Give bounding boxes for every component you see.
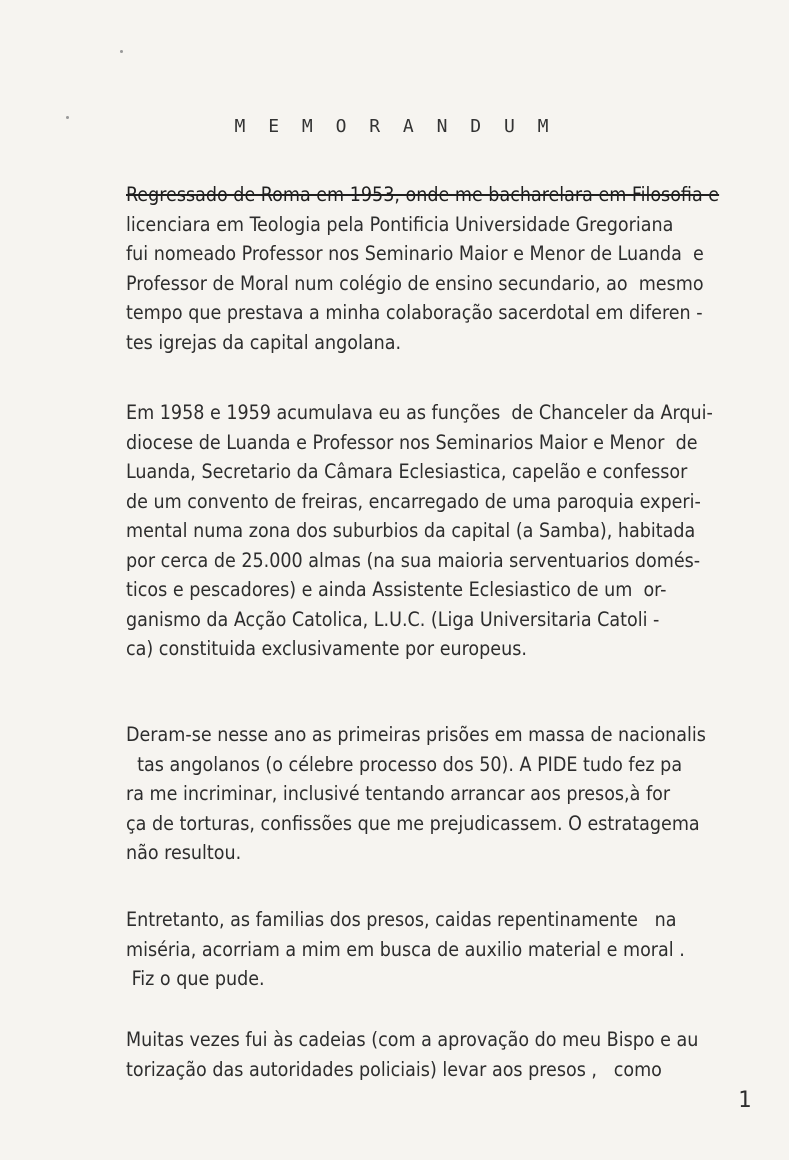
text-line: Entretanto, as familias dos presos, caidas repentinamente na xyxy=(126,908,677,931)
text-line: torização das autoridades policiais) levar aos presos , como xyxy=(126,1057,662,1081)
text-line: Professor de Moral num colégio de ensino secundario, ao mesmo xyxy=(126,271,704,295)
text-line: Fiz o que pude. xyxy=(126,967,265,990)
text-line: não resultou. xyxy=(126,841,242,864)
text-line: tes igrejas da capital angolana. xyxy=(126,330,402,354)
text-line: Deram-se nesse ano as primeiras prisões em massa de nacionalis xyxy=(126,723,706,746)
text-line: ca) constituida exclusivamente por europeus. xyxy=(126,637,527,660)
text-line: fui nomeado Professor nos Seminario Maior e Menor de Luanda e xyxy=(126,242,704,265)
text-line: miséria, acorriam a mim em busca de auxilio material e moral . xyxy=(126,937,685,961)
text-line: tempo que prestava a minha colaboração sacerdotal em diferen - xyxy=(126,301,703,324)
text-line: ganismo da Acção Catolica, L.U.C. (Liga Universitaria Catoli - xyxy=(126,607,660,631)
text-line: Em 1958 e 1959 acumulava eu as funções de Chanceler da Arqui- xyxy=(126,401,713,424)
text-line: mental numa zona dos suburbios da capital (a Samba), habitada xyxy=(126,519,696,542)
paragraph-2 xyxy=(126,398,766,664)
paragraph-5 xyxy=(126,1025,766,1084)
paragraph-1 xyxy=(126,180,766,357)
text-line: ra me incriminar, inclusivé tentando arrancar aos presos,à for xyxy=(126,782,671,805)
text-line: Luanda, Secretario da Câmara Eclesiastica, capelão e confessor xyxy=(126,460,688,483)
paragraph-4 xyxy=(126,905,766,994)
document-title: M E M O R A N D U M xyxy=(234,116,555,137)
text-line: tas angolanos (o célebre processo dos 50). A PIDE tudo fez pa xyxy=(126,752,683,776)
scan-speck xyxy=(120,50,123,53)
text-line: diocese de Luanda e Professor nos Seminarios Maior e Menor de xyxy=(126,430,698,454)
text-line: licenciara em Teologia pela Pontificia Universidade Gregoriana xyxy=(126,212,674,236)
text-line: Muitas vezes fui às cadeias (com a aprovação do meu Bispo e au xyxy=(126,1028,699,1051)
text-line: de um convento de freiras, encarregado de uma paroquia experi- xyxy=(126,489,701,513)
text-line: por cerca de 25.000 almas (na sua maioria serventuarios domés- xyxy=(126,548,701,572)
page-number: 1 xyxy=(738,1088,752,1113)
text-line: ça de torturas, confissões que me prejudicassem. O estratagema xyxy=(126,811,700,835)
text-line: ticos e pescadores) e ainda Assistente Eclesiastico de um or- xyxy=(126,578,667,601)
paragraph-3 xyxy=(126,720,766,868)
struck-line: Regressado de Roma em 1953, onde me bacharelara em Filosofia e xyxy=(126,183,720,206)
